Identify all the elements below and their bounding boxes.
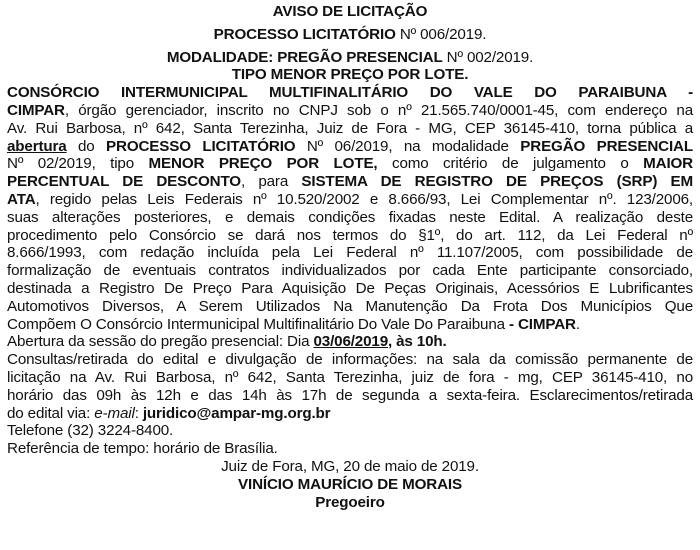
session-date: 03/06/2019 (313, 333, 388, 351)
process-label: PROCESSO LICITATÓRIO (213, 25, 396, 43)
notice-header (7, 3, 693, 84)
info-line-3: horário das 09h às 12h e das 14h às 17h de segunda a sexta-feira. Esclarecimentos/retirada (7, 386, 693, 404)
body-line-7: ATA, regido pelas Leis Federais nº 10.520/2002 e 8.666/93, Lei Complementar nº. 123/2006, (7, 190, 693, 208)
modality-number: Nº 002/2019. (442, 48, 534, 66)
signature-block (7, 458, 693, 511)
place-date: Juiz de Fora, MG, 20 de maio de 2019. (221, 457, 479, 475)
info-line-2: licitação na Av. Rui Barbosa, nº 642, Santa Terezinha, juiz de fora - mg, CEP 36145-410, no (7, 368, 693, 386)
body-line-5: Nº 02/2019, tipo MENOR PREÇO POR LOTE, como critério de julgamento o MAIOR (7, 155, 693, 173)
body-line-10: 8.666/1993, com redação incluída pela Lei Federal nº 11.107/2005, com possibilidade de (7, 244, 693, 262)
body-line-6: PERCENTUAL DE DESCONTO, para SISTEMA DE REGISTRO DE PREÇOS (SRP) EM (7, 173, 693, 191)
modality-label: MODALIDADE: PREGÃO PRESENCIAL (166, 48, 443, 66)
body-line-1: CONSÓRCIO INTERMUNICIPAL MULTIFINALITÁRIO DO VALE DO PARAIBUNA - (7, 84, 693, 102)
process-line (7, 26, 693, 44)
type-line: TIPO MENOR PREÇO POR LOTE. (231, 66, 469, 84)
body-line-2: CIMPAR, órgão gerenciador, inscrito no CNPJ sob o nº 21.565.740/0001-45, com endereço na (7, 101, 693, 119)
contact-email-link[interactable]: juridico@ampar-mg.org.br (142, 404, 331, 422)
bidding-notice (7, 3, 693, 543)
process-number: Nº 006/2019. (395, 25, 487, 43)
info-block (7, 351, 693, 458)
body-line-3: Av. Rui Barbosa, nº 642, Santa Terezinha, Juiz de Fora - MG, CEP 36145-410, torna pública a (7, 119, 693, 137)
body-line-4: abertura do PROCESSO LICITATÓRIO Nº 06/2019, na modalidade PREGÃO PRESENCIAL (7, 137, 693, 155)
info-line-4: do edital via: e-mail: juridico@ampar-mg.org.br (7, 404, 331, 422)
opening-word: abertura (7, 137, 67, 155)
notice-title: AVISO DE LICITAÇÃO (272, 3, 428, 20)
body-line-8: suas alterações posteriores, e demais condições fixadas neste Edital. A realização deste (7, 208, 693, 226)
signer-role: Pregoeiro (315, 493, 385, 511)
info-line-1: Consultas/retirada do edital e divulgação de informações: na sala da comissão permanente de (7, 351, 693, 369)
session-time: , às 10h. (388, 333, 447, 351)
notice-body (7, 84, 693, 333)
signer-name: VINÍCIO MAURÍCIO DE MORAIS (238, 475, 462, 493)
body-line-9: procedimento pelo Consórcio se dará nos termos do §1º, do art. 112, da Lei Federal nº (7, 226, 693, 244)
body-line-13: Automotivos Diversos, A Serem Utilizados Na Manutenção Da Frota Dos Municípios Que (7, 297, 693, 315)
body-line-14: Compõem O Consórcio Intermunicipal Multifinalitário Do Vale Do Paraibuna - CIMPAR. (7, 315, 580, 333)
cimpar-name: CIMPAR (7, 101, 65, 119)
time-reference-line: Referência de tempo: horário de Brasília. (7, 440, 278, 458)
body-line-11: formalização de eventuais contratos individualizados por cada Ente participante consorciado, (7, 262, 693, 280)
phone-line: Telefone (32) 3224-8400. (7, 422, 174, 440)
body-line-12: destinada a Registro De Preço Para Aquisição De Peças Originais, Acessórios E Lubrificantes (7, 279, 693, 297)
modality-line (7, 49, 693, 67)
session-line: Abertura da sessão do pregão presencial: Dia 03/06/2019, às 10h. (7, 333, 447, 351)
